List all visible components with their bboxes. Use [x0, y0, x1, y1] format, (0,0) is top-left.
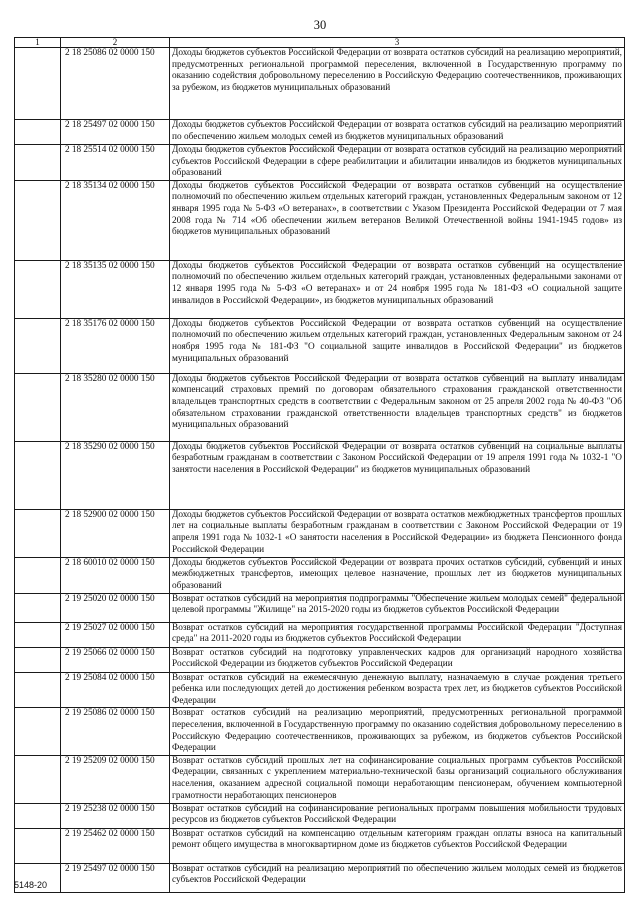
budget-code: 2 18 60010 02 0000 150 [61, 557, 170, 593]
budget-code: 2 19 25084 02 0000 150 [61, 672, 170, 708]
income-description: Доходы бюджетов субъектов Российской Федерации от возврата остатков субсидий на реализацию мероприятий по обеспечению жильем молодых семей из бюджетов муниципальных образований [170, 120, 625, 145]
budget-code: 2 18 52900 02 0000 150 [61, 509, 170, 557]
table-row [15, 672, 625, 708]
income-description: Возврат остатков субсидий на мероприятия государственной программы Российской Федерации "Доступная среда" на 2011-2020 годы из бюджетов субъектов Российской Федерации [170, 622, 625, 647]
header-col-2: 2 [61, 38, 170, 48]
budget-code: 2 19 25497 02 0000 150 [61, 863, 170, 892]
table-row [15, 509, 625, 557]
table-row [15, 373, 625, 441]
budget-code: 2 19 25020 02 0000 150 [61, 593, 170, 622]
budget-code: 2 18 25514 02 0000 150 [61, 145, 170, 181]
budget-code: 2 19 25462 02 0000 150 [61, 828, 170, 863]
budget-code: 2 19 25209 02 0000 150 [61, 755, 170, 803]
budget-code: 2 18 35290 02 0000 150 [61, 441, 170, 509]
budget-code: 2 19 25086 02 0000 150 [61, 708, 170, 755]
budget-code: 2 18 35176 02 0000 150 [61, 318, 170, 373]
income-description: Доходы бюджетов субъектов Российской Федерации от возврата остатков субвенций на осуществление полномочий по обеспечению жильем отдельных категорий граждан, установленных Федеральным законом от 12 января 1995 года № 5-ФЗ «О ветеранах», в соответствии с Указом Президента Российской Федерации от 7 мая 2008 года № 714 «Об обеспечении жильем ветеранов Великой Отечественной войны 1941-1945 годов» из бюджетов муниципальных образований [170, 180, 625, 260]
table-row [15, 593, 625, 622]
budget-code: 2 18 35135 02 0000 150 [61, 260, 170, 318]
row-number-cell [15, 828, 61, 863]
document-footer-code: 5148-20 [14, 880, 48, 890]
table-row [15, 828, 625, 863]
table-row [15, 180, 625, 260]
income-description: Доходы бюджетов субъектов Российской Федерации от возврата прочих остатков субсидий, субвенций и иных межбюджетных трансфертов, имеющих целевое назначение, прошлых лет из бюджетов муниципальных образований [170, 557, 625, 593]
income-description: Возврат остатков субсидий на компенсацию отдельным категориям граждан оплаты взноса на капитальный ремонт общего имущества в многоквартирном доме из бюджетов субъектов Российской Федерации [170, 828, 625, 863]
budget-code: 2 19 25238 02 0000 150 [61, 803, 170, 828]
row-number-cell [15, 593, 61, 622]
table-row [15, 318, 625, 373]
income-description: Доходы бюджетов субъектов Российской Федерации от возврата остатков субвенций на осуществление полномочий по обеспечению жильем отдельных категорий граждан, установленных федеральными законами от 12 января 1995 года № 5-ФЗ «О ветеранах» и от 24 ноября 1995 года № 181-ФЗ «О социальной защите инвалидов в Российской Федерации», из бюджетов муниципальных образований [170, 260, 625, 318]
income-description: Доходы бюджетов субъектов Российской Федерации от возврата остатков субвенций на осуществление полномочий по обеспечению жильем отдельных категорий граждан, установленных Федеральным законом от 24 ноября 1995 года № 181-ФЗ "О социальной защите инвалидов в Российской Федерации" из бюджетов муниципальных образований [170, 318, 625, 373]
income-description: Возврат остатков субсидий на софинансирование региональных программ повышения мобильности трудовых ресурсов из бюджетов субъектов Российской Федерации [170, 803, 625, 828]
budget-codes-table [14, 37, 625, 893]
income-description: Доходы бюджетов субъектов Российской Федерации от возврата остатков межбюджетных трансфертов прошлых лет на социальные выплаты безработным гражданам в соответствии с Законом Российской Федерации от 19 апреля 1991 года № 1032-1 «О занятости населения в Российской Федерации» из бюджета Пенсионного фонда Российской Федерации [170, 509, 625, 557]
table-row [15, 145, 625, 181]
budget-code: 2 18 35280 02 0000 150 [61, 373, 170, 441]
row-number-cell [15, 803, 61, 828]
header-col-1: 1 [15, 38, 61, 48]
income-description: Возврат остатков субсидий на ежемесячную денежную выплату, назначаемую в случае рождения третьего ребенка или последующих детей до достижения ребенком возраста трех лет, из бюджетов субъектов Российской Федерации [170, 672, 625, 708]
header-col-3: 3 [170, 38, 625, 48]
row-number-cell [15, 708, 61, 755]
income-description: Возврат остатков субсидий на реализацию мероприятий, предусмотренных региональной программой переселения, включенной в Государственную программу по оказанию содействия добровольному переселению в Российскую Федерацию соотечественников, проживающих за рубежом, из бюджетов субъектов Российской Федерации [170, 708, 625, 755]
income-description: Доходы бюджетов субъектов Российской Федерации от возврата остатков субсидий на реализацию мероприятий, предусмотренных региональной программой переселения, включенной в Государственную программу по оказанию содействия добровольному переселению в Российскую Федерацию соотечественников, проживающих за рубежом, из бюджетов муниципальных образований [170, 48, 625, 120]
row-number-cell [15, 647, 61, 672]
row-number-cell [15, 260, 61, 318]
income-description: Доходы бюджетов субъектов Российской Федерации от возврата остатков субвенций на выплату инвалидам компенсаций страховых премий по договорам обязательного страхования гражданской ответственности владельцев транспортных средств в соответствии с Федеральным законом от 25 апреля 2002 года № 40-ФЗ "Об обязательном страховании гражданской ответственности владельцев транспортных средств" из бюджетов муниципальных образований [170, 373, 625, 441]
budget-code: 2 18 35134 02 0000 150 [61, 180, 170, 260]
row-number-cell [15, 672, 61, 708]
table-row [15, 622, 625, 647]
income-description: Возврат остатков субсидий на подготовку управленческих кадров для организаций народного хозяйства Российской Федерации из бюджетов субъектов Российской Федерации [170, 647, 625, 672]
income-description: Возврат остатков субсидий на мероприятия подпрограммы "Обеспечение жильем молодых семей" федеральной целевой программы "Жилище" на 2015-2020 годы из бюджетов субъектов Российской Федерации [170, 593, 625, 622]
table-row [15, 260, 625, 318]
row-number-cell [15, 755, 61, 803]
row-number-cell [15, 622, 61, 647]
table-row [15, 863, 625, 892]
table-row [15, 557, 625, 593]
income-description: Доходы бюджетов субъектов Российской Федерации от возврата остатков субсидий на реализацию мероприятий субъектов Российской Федерации в сфере реабилитации и абилитации инвалидов из бюджетов муниципальных образований [170, 145, 625, 181]
table-row [15, 803, 625, 828]
table-row [15, 708, 625, 755]
table-row [15, 647, 625, 672]
table-row [15, 48, 625, 120]
row-number-cell [15, 48, 61, 120]
row-number-cell [15, 509, 61, 557]
row-number-cell [15, 557, 61, 593]
row-number-cell [15, 145, 61, 181]
income-description: Возврат остатков субсидий прошлых лет на софинансирование социальных программ субъектов Российской Федерации, связанных с укреплением материально-технической базы организаций социального обслуживания населения, оказанием адресной социальной помощи неработающим пенсионерам, обучением компьютерной грамотности неработающих пенсионеров [170, 755, 625, 803]
table-header-row [15, 38, 625, 48]
row-number-cell [15, 373, 61, 441]
budget-code: 2 19 25066 02 0000 150 [61, 647, 170, 672]
income-description: Возврат остатков субсидий на реализацию мероприятий по обеспечению жильем молодых семей из бюджетов субъектов Российской Федерации [170, 863, 625, 892]
row-number-cell [15, 318, 61, 373]
page-number: 30 [313, 18, 327, 32]
budget-code: 2 19 25027 02 0000 150 [61, 622, 170, 647]
table-row [15, 755, 625, 803]
budget-code: 2 18 25497 02 0000 150 [61, 120, 170, 145]
row-number-cell [15, 441, 61, 509]
income-description: Доходы бюджетов субъектов Российской Федерации от возврата остатков субвенций на социальные выплаты безработным гражданам в соответствии с Законом Российской Федерации от 19 апреля 1991 года № 1032-1 "О занятости населения в Российской Федерации" из бюджетов муниципальных образований [170, 441, 625, 509]
table-row [15, 120, 625, 145]
budget-code: 2 18 25086 02 0000 150 [61, 48, 170, 120]
row-number-cell [15, 120, 61, 145]
table-row [15, 441, 625, 509]
row-number-cell [15, 180, 61, 260]
